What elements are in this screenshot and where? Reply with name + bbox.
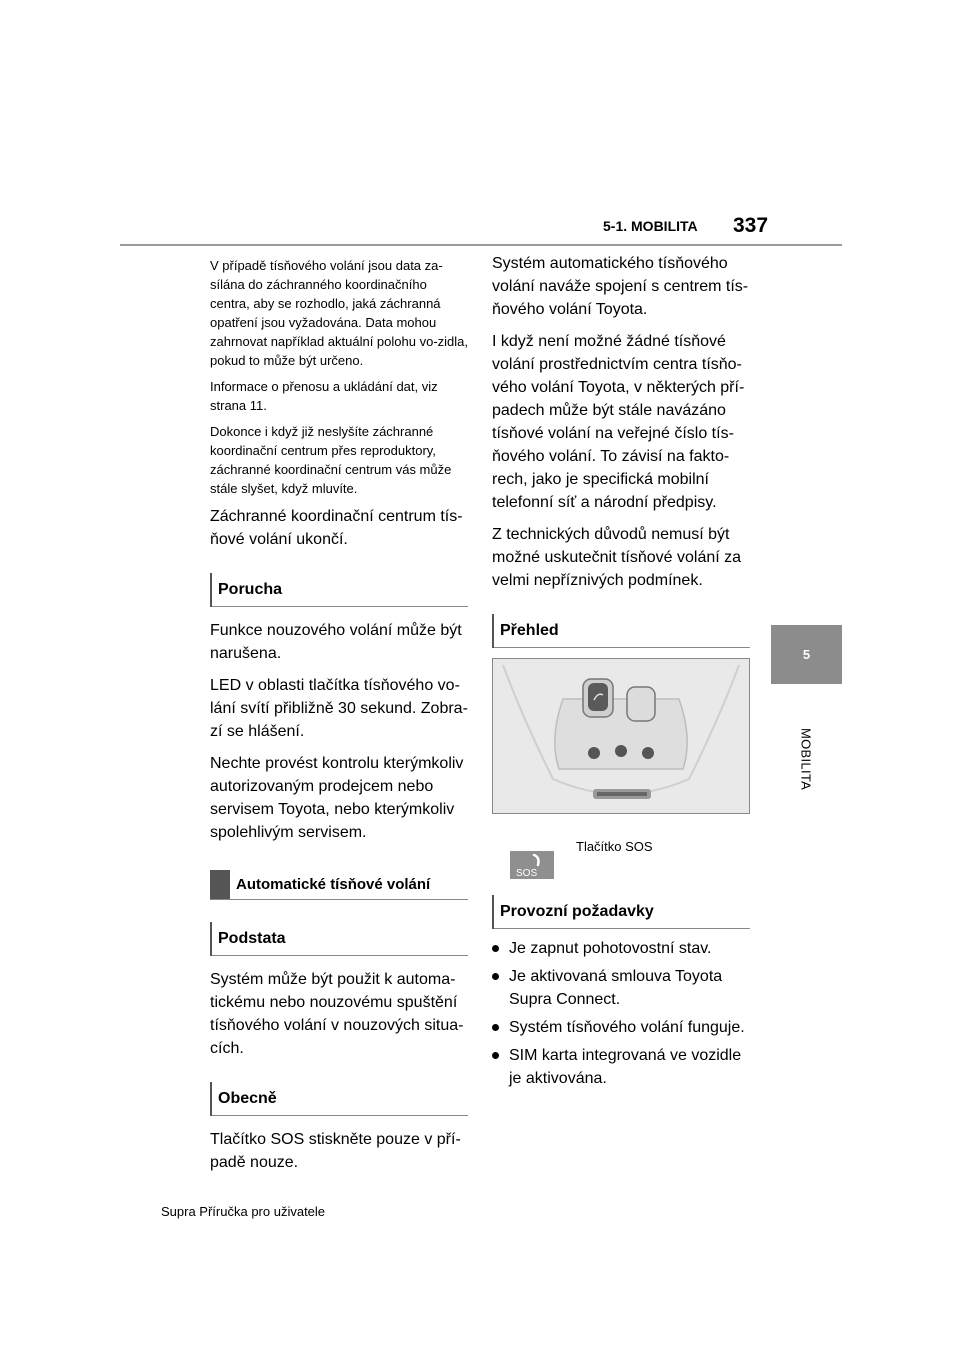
sos-button [588,683,608,711]
paragraph-still-hear: Dokonce i když již neslyšíte záchranné koordinační centrum přes reproduktory, záchranné koordinační centrum vás může stále slyšet, když mluvíte. [210,424,452,496]
chapter-number: 5 [802,647,811,662]
sos-phone-icon [510,851,554,879]
overhead-console-figure [492,658,750,814]
heading-principle: Podstata [210,922,468,956]
heading-general: Obecně [210,1082,468,1116]
page-number: 337 [733,214,769,237]
paragraph-general: Tlačítko SOS stiskněte pouze v pří-padě nouze. [210,1131,461,1171]
paragraph-fault-2: LED v oblasti tlačítka tísňového vo-lání svítí přibližně 30 sekund. Zobra-zí se hlášení. [210,677,468,740]
paragraph-technical: Z technických důvodů nemusí být možné uskutečnit tísňové volání za velmi nepříznivých podmínek. [492,526,742,589]
list-item: Je zapnut pohotovostní stav. [492,937,750,960]
paragraph-fault-3: Nechte provést kontrolu kterýmkoliv autorizovaným prodejcem nebo servisem Toyota, nebo kterýmkoliv spolehlivým servisem. [210,755,464,841]
header-rule [120,244,842,246]
heading-automatic-call [210,870,468,900]
paragraph-call-end: Záchranné koordinační centrum tís-ňové volání ukončí. [210,508,463,548]
footer-text: Supra Příručka pro uživatele [161,1204,326,1219]
heading-automatic-call-text: Automatické tísňové volání [236,876,431,893]
paragraph-data-info: Informace o přenosu a ukládání dat, viz strana 11. [210,379,438,413]
heading-overview: Přehled [492,614,750,648]
chapter-label: MOBILITA [798,728,814,791]
paragraph-principle: Systém může být použit k automa-tickému nebo nouzovému spuštění tísňového volání v nouzových situa-cích. [210,971,464,1057]
sos-icon-text: SOS [516,868,538,879]
heading-bar [210,870,230,900]
heading-fault: Porucha [210,573,468,607]
overhead-console-illustration [493,659,749,813]
sos-legend [492,839,750,879]
paragraph-data-transfer: V případě tísňového volání jsou data za-sílána do záchranného koordinačního centra, aby se rozhodlo, jaká záchranná opatření jsou vyžadována. Data mohou zahrnovat například aktuální polohu vo-zidla, pokud to může být určeno. [210,258,468,368]
list-item: SIM karta integrovaná ve vozidle je aktivována. [492,1044,750,1090]
paragraph-fault-1: Funkce nouzového volání může být narušena. [210,622,462,662]
left-column [210,256,468,1183]
paragraph-public-number: I když není možné žádné tísňové volání prostřednictvím centra tísňo-vého volání Toyota, v některých pří-padech může být stále navázáno tísňové volání na veřejné číslo tís-ňového volání. To závisí na fakto-rech, jako je specifická mobilní telefonní síť a národní předpisy. [492,333,745,511]
right-column [492,252,750,1095]
sos-button-label: Tlačítko SOS [576,839,653,854]
paragraph-connection: Systém automatického tísňového volání naváže spojení s centrem tís-ňového volání Toyota. [492,255,749,318]
list-item: Systém tísňového volání funguje. [492,1016,750,1039]
light-button [627,687,655,721]
list-item: Je aktivovaná smlouva Toyota Supra Connect. [492,965,750,1011]
heading-requirements: Provozní požadavky [492,895,750,929]
chapter-tab [771,625,842,684]
requirements-list [492,937,750,1090]
section-title: 5-1. MOBILITA [603,218,698,234]
